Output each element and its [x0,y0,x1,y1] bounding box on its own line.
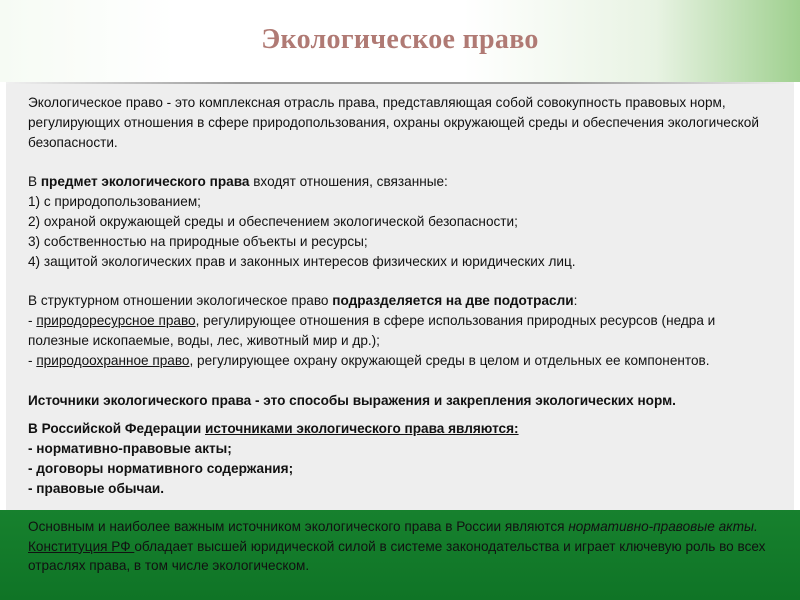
structure-sub1 [28,311,778,351]
sources-definition [28,391,778,411]
sources-rf-intro [28,419,778,439]
structure-sub2 [28,351,778,371]
sub1-term: природоресурсное право [36,313,196,329]
sub2-term: природоохранное право [36,352,190,368]
source-item-1: - нормативно-правовые акты; [28,441,232,457]
sub2-text: , регулирующее охрану окружающей среды в целом и отдельных ее компонентов. [189,352,710,368]
rf-prefix: В Российской Федерации [28,421,205,437]
subject-intro-suffix: входят отношения, связанные: [249,174,448,190]
page-title: Экологическое право [261,24,539,55]
subject-item-4: 4) защитой экологических прав и законных интересов физических и юридических лиц. [28,253,576,269]
footer-part1: Основным и наиболее важным источником экологического права в России являются [28,519,569,534]
structure-intro-suffix: : [573,293,578,309]
definition-term: Экологическое право [28,95,163,110]
definition-text: - это комплексная отрасль права, представляющая собой совокупность правовых норм, регулирующих отношения в сфере природопользования, охраны окружающей среды и обеспечения экологической безопасности. [28,95,759,150]
subject-intro-prefix: В [28,174,41,190]
constitution-link: Конституция РФ [28,538,135,554]
sub1-dash: - [28,313,37,329]
sources-def-text: - это способы выражения и закрепления экологических норм. [251,392,676,408]
definition-paragraph [28,93,778,152]
footer-part2: обладает высшей юридической силой в системе законодательства и играет ключевую роль во всех отраслях права, в том числе экологическом. [28,538,766,573]
structure-intro-bold: подразделяется на две подотрасли [332,293,574,309]
subject-item-1: 1) с природопользованием; [28,194,201,210]
structure-intro [28,291,778,311]
subject-item-2: 2) охраной окружающей среды и обеспечением экологической безопасности; [28,213,518,229]
main-content [28,93,778,499]
subject-item-3: 3) собственностью на природные объекты и ресурсы; [28,233,368,249]
subject-term: предмет экологического права [40,174,250,190]
source-item-3: - правовые обычаи. [28,480,165,496]
sub2-dash: - [28,352,37,368]
structure-intro-prefix: В структурном отношении экологическое право [28,293,333,309]
footer-text [28,517,780,576]
sources-term: Источники экологического права [28,392,252,408]
footer-italic: нормативно-правовые акты. [568,519,758,534]
subject-intro [28,172,778,192]
footer-paragraph [28,517,780,576]
rf-underlined: источниками экологического права являются: [204,421,519,437]
sub1-text: , регулирующее отношения в сфере использования природных ресурсов (недра и полезные ископаемые, воды, лес, животный мир и др.); [28,313,716,348]
source-item-2: - договоры нормативного содержания; [28,460,294,476]
